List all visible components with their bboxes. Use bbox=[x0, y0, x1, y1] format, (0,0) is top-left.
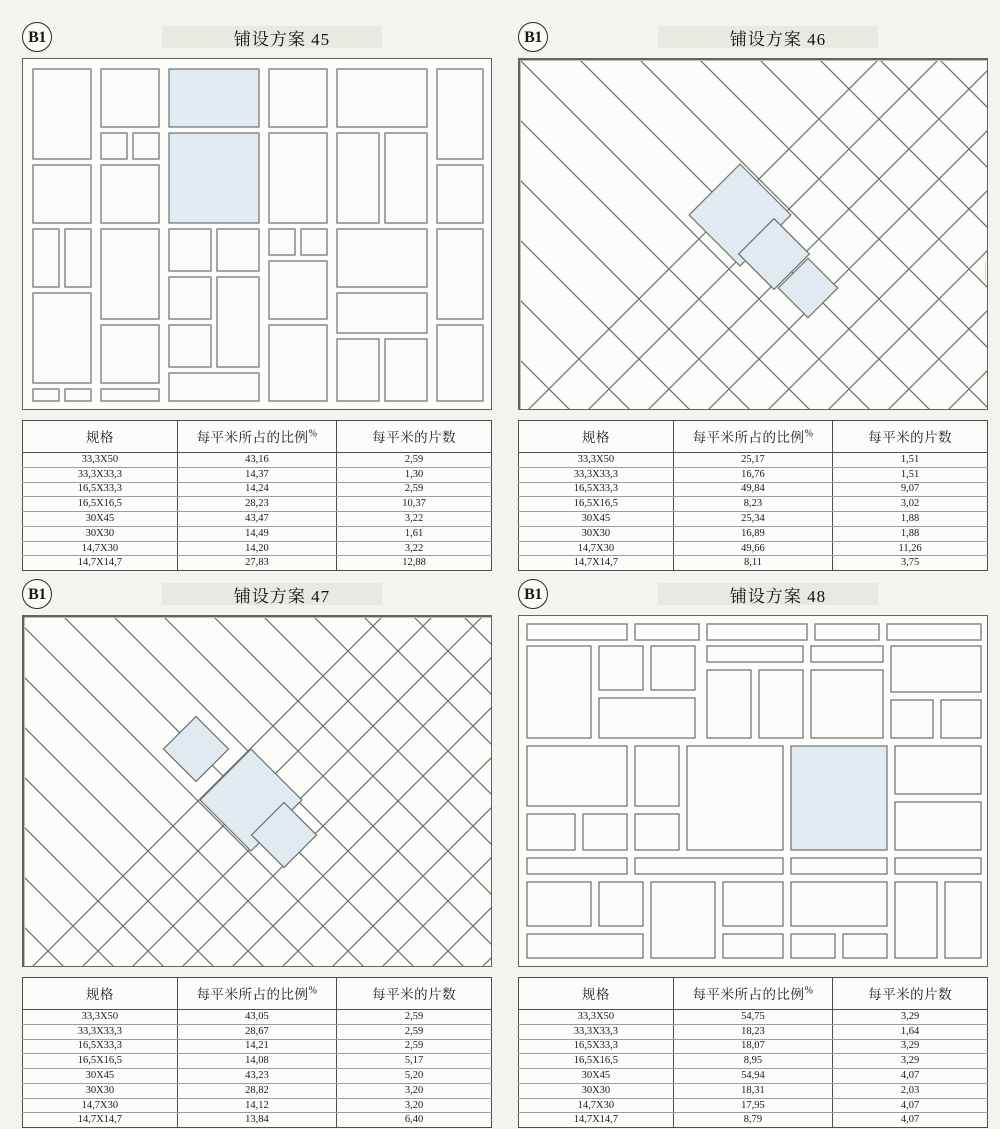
table-row bbox=[23, 1010, 492, 1025]
cell-count: 2,59 bbox=[337, 1039, 492, 1054]
spec-table-45 bbox=[22, 420, 492, 571]
spec-table-48 bbox=[518, 977, 988, 1128]
cell-count: 3,22 bbox=[337, 512, 492, 527]
cell-spec: 33,3X33,3 bbox=[23, 467, 178, 482]
cell-spec: 14,7X14,7 bbox=[23, 1113, 178, 1128]
table-row bbox=[23, 526, 492, 541]
table-row bbox=[519, 497, 988, 512]
cell-spec: 14,7X30 bbox=[23, 541, 178, 556]
cell-spec: 14,7X30 bbox=[519, 541, 674, 556]
panel-badge: B1 bbox=[22, 22, 52, 52]
cell-count: 5,17 bbox=[337, 1054, 492, 1069]
table-row bbox=[23, 541, 492, 556]
cell-count: 3,22 bbox=[337, 541, 492, 556]
cell-ratio: 43,16 bbox=[177, 453, 336, 468]
cell-spec: 14,7X14,7 bbox=[519, 556, 674, 571]
cell-ratio: 27,83 bbox=[177, 556, 336, 571]
cell-ratio: 18,23 bbox=[673, 1024, 832, 1039]
cell-ratio: 54,94 bbox=[673, 1069, 832, 1084]
header-count: 每平米的片数 bbox=[833, 978, 988, 1010]
cell-ratio: 43,05 bbox=[177, 1010, 336, 1025]
cell-count: 2,59 bbox=[337, 1024, 492, 1039]
cell-ratio: 16,89 bbox=[673, 526, 832, 541]
cell-spec: 33,3X33,3 bbox=[23, 1024, 178, 1039]
panel-title: 铺设方案 46 bbox=[729, 30, 827, 49]
table-row bbox=[519, 1010, 988, 1025]
cell-count: 2,59 bbox=[337, 482, 492, 497]
cell-spec: 33,3X50 bbox=[23, 453, 178, 468]
cell-count: 4,07 bbox=[833, 1113, 988, 1128]
cell-spec: 30X45 bbox=[23, 512, 178, 527]
cell-spec: 16,5X33,3 bbox=[23, 1039, 178, 1054]
cell-ratio: 8,23 bbox=[673, 497, 832, 512]
table-row bbox=[519, 482, 988, 497]
table-row bbox=[519, 467, 988, 482]
cell-spec: 14,7X30 bbox=[23, 1098, 178, 1113]
header-ratio: 每平米所占的比例% bbox=[673, 978, 832, 1010]
table-row bbox=[23, 1083, 492, 1098]
cell-count: 5,20 bbox=[337, 1069, 492, 1084]
cell-ratio: 49,84 bbox=[673, 482, 832, 497]
panel-badge: B1 bbox=[518, 579, 548, 609]
cell-count: 4,07 bbox=[833, 1098, 988, 1113]
cell-count: 1,61 bbox=[337, 526, 492, 541]
tile-layout-diagram-47 bbox=[22, 615, 492, 967]
cell-spec: 16,5X16,5 bbox=[519, 497, 674, 512]
cell-ratio: 13,84 bbox=[177, 1113, 336, 1128]
cell-count: 1,88 bbox=[833, 526, 988, 541]
cell-spec: 33,3X33,3 bbox=[519, 1024, 674, 1039]
cell-count: 3,20 bbox=[337, 1098, 492, 1113]
cell-spec: 16,5X33,3 bbox=[519, 482, 674, 497]
cell-count: 3,29 bbox=[833, 1054, 988, 1069]
table-row bbox=[519, 526, 988, 541]
cell-spec: 16,5X16,5 bbox=[519, 1054, 674, 1069]
cell-ratio: 18,31 bbox=[673, 1083, 832, 1098]
cell-count: 12,88 bbox=[337, 556, 492, 571]
cell-ratio: 28,67 bbox=[177, 1024, 336, 1039]
table-header-row bbox=[519, 978, 988, 1010]
panel-plan-45 bbox=[22, 18, 492, 571]
table-row bbox=[23, 467, 492, 482]
cell-spec: 33,3X50 bbox=[519, 453, 674, 468]
table-row bbox=[519, 556, 988, 571]
cell-ratio: 14,20 bbox=[177, 541, 336, 556]
table-row bbox=[23, 512, 492, 527]
header-ratio: 每平米所占的比例% bbox=[177, 978, 336, 1010]
table-row bbox=[519, 541, 988, 556]
panel-title: 铺设方案 47 bbox=[233, 587, 331, 606]
table-row bbox=[23, 1039, 492, 1054]
table-row bbox=[23, 1054, 492, 1069]
cell-ratio: 43,47 bbox=[177, 512, 336, 527]
cell-ratio: 25,34 bbox=[673, 512, 832, 527]
table-row bbox=[23, 1098, 492, 1113]
cell-ratio: 17,95 bbox=[673, 1098, 832, 1113]
cell-ratio: 14,49 bbox=[177, 526, 336, 541]
panel-plan-46 bbox=[518, 18, 988, 571]
panel-plan-48 bbox=[518, 575, 988, 1128]
header-spec: 规格 bbox=[519, 978, 674, 1010]
cell-ratio: 16,76 bbox=[673, 467, 832, 482]
cell-spec: 30X45 bbox=[519, 512, 674, 527]
cell-count: 2,03 bbox=[833, 1083, 988, 1098]
header-ratio: 每平米所占的比例% bbox=[177, 421, 336, 453]
cell-count: 3,75 bbox=[833, 556, 988, 571]
cell-count: 3,20 bbox=[337, 1083, 492, 1098]
panel-header bbox=[518, 575, 988, 615]
table-row bbox=[519, 1113, 988, 1128]
header-count: 每平米的片数 bbox=[337, 978, 492, 1010]
cell-ratio: 54,75 bbox=[673, 1010, 832, 1025]
table-row bbox=[519, 453, 988, 468]
tile-layout-diagram-48 bbox=[518, 615, 988, 967]
table-row bbox=[519, 1024, 988, 1039]
cell-ratio: 14,24 bbox=[177, 482, 336, 497]
cell-count: 10,37 bbox=[337, 497, 492, 512]
table-row bbox=[519, 512, 988, 527]
cell-ratio: 8,11 bbox=[673, 556, 832, 571]
cell-ratio: 8,95 bbox=[673, 1054, 832, 1069]
panel-header bbox=[22, 575, 492, 615]
cell-spec: 30X45 bbox=[519, 1069, 674, 1084]
cell-spec: 16,5X16,5 bbox=[23, 497, 178, 512]
panel-badge: B1 bbox=[518, 22, 548, 52]
header-ratio: 每平米所占的比例% bbox=[673, 421, 832, 453]
header-spec: 规格 bbox=[23, 421, 178, 453]
table-row bbox=[23, 556, 492, 571]
cell-count: 1,30 bbox=[337, 467, 492, 482]
cell-count: 1,88 bbox=[833, 512, 988, 527]
page-edge-mark bbox=[985, 262, 1000, 280]
table-row bbox=[519, 1054, 988, 1069]
cell-ratio: 14,12 bbox=[177, 1098, 336, 1113]
cell-spec: 16,5X16,5 bbox=[23, 1054, 178, 1069]
cell-ratio: 18,07 bbox=[673, 1039, 832, 1054]
table-row bbox=[23, 497, 492, 512]
table-row bbox=[23, 1069, 492, 1084]
cell-ratio: 8,79 bbox=[673, 1113, 832, 1128]
cell-spec: 16,5X33,3 bbox=[519, 1039, 674, 1054]
cell-spec: 30X30 bbox=[519, 526, 674, 541]
cell-count: 3,29 bbox=[833, 1010, 988, 1025]
cell-count: 6,40 bbox=[337, 1113, 492, 1128]
cell-spec: 33,3X50 bbox=[519, 1010, 674, 1025]
cell-count: 3,29 bbox=[833, 1039, 988, 1054]
cell-spec: 33,3X33,3 bbox=[519, 467, 674, 482]
table-row bbox=[23, 482, 492, 497]
cell-count: 2,59 bbox=[337, 1010, 492, 1025]
cell-count: 2,59 bbox=[337, 453, 492, 468]
table-row bbox=[519, 1069, 988, 1084]
cell-ratio: 14,08 bbox=[177, 1054, 336, 1069]
table-header-row bbox=[23, 421, 492, 453]
panel-header bbox=[518, 18, 988, 58]
spec-table-46 bbox=[518, 420, 988, 571]
table-row bbox=[519, 1083, 988, 1098]
cell-spec: 14,7X14,7 bbox=[519, 1113, 674, 1128]
cell-ratio: 28,82 bbox=[177, 1083, 336, 1098]
header-count: 每平米的片数 bbox=[337, 421, 492, 453]
cell-count: 4,07 bbox=[833, 1069, 988, 1084]
cell-ratio: 14,21 bbox=[177, 1039, 336, 1054]
cell-count: 1,51 bbox=[833, 467, 988, 482]
table-row bbox=[23, 1024, 492, 1039]
cell-count: 9,07 bbox=[833, 482, 988, 497]
cell-spec: 33,3X50 bbox=[23, 1010, 178, 1025]
tile-layout-diagram-46 bbox=[518, 58, 988, 410]
panel-plan-47 bbox=[22, 575, 492, 1128]
cell-spec: 14,7X14,7 bbox=[23, 556, 178, 571]
table-row bbox=[519, 1098, 988, 1113]
header-spec: 规格 bbox=[519, 421, 674, 453]
panel-badge: B1 bbox=[22, 579, 52, 609]
spec-table-47 bbox=[22, 977, 492, 1128]
panel-title: 铺设方案 45 bbox=[233, 30, 331, 49]
table-row bbox=[23, 1113, 492, 1128]
cell-count: 1,64 bbox=[833, 1024, 988, 1039]
cell-ratio: 25,17 bbox=[673, 453, 832, 468]
header-count: 每平米的片数 bbox=[833, 421, 988, 453]
cell-count: 11,26 bbox=[833, 541, 988, 556]
header-spec: 规格 bbox=[23, 978, 178, 1010]
cell-spec: 30X30 bbox=[519, 1083, 674, 1098]
cell-spec: 30X30 bbox=[23, 526, 178, 541]
cell-ratio: 14,37 bbox=[177, 467, 336, 482]
table-header-row bbox=[23, 978, 492, 1010]
panel-header bbox=[22, 18, 492, 58]
cell-count: 1,51 bbox=[833, 453, 988, 468]
table-header-row bbox=[519, 421, 988, 453]
table-row bbox=[23, 453, 492, 468]
cell-spec: 14,7X30 bbox=[519, 1098, 674, 1113]
tile-layout-diagram-45 bbox=[22, 58, 492, 410]
cell-spec: 30X45 bbox=[23, 1069, 178, 1084]
cell-spec: 30X30 bbox=[23, 1083, 178, 1098]
cell-ratio: 28,23 bbox=[177, 497, 336, 512]
cell-ratio: 49,66 bbox=[673, 541, 832, 556]
panel-title: 铺设方案 48 bbox=[729, 587, 827, 606]
cell-spec: 16,5X33,3 bbox=[23, 482, 178, 497]
cell-ratio: 43,23 bbox=[177, 1069, 336, 1084]
cell-count: 3,02 bbox=[833, 497, 988, 512]
table-row bbox=[519, 1039, 988, 1054]
